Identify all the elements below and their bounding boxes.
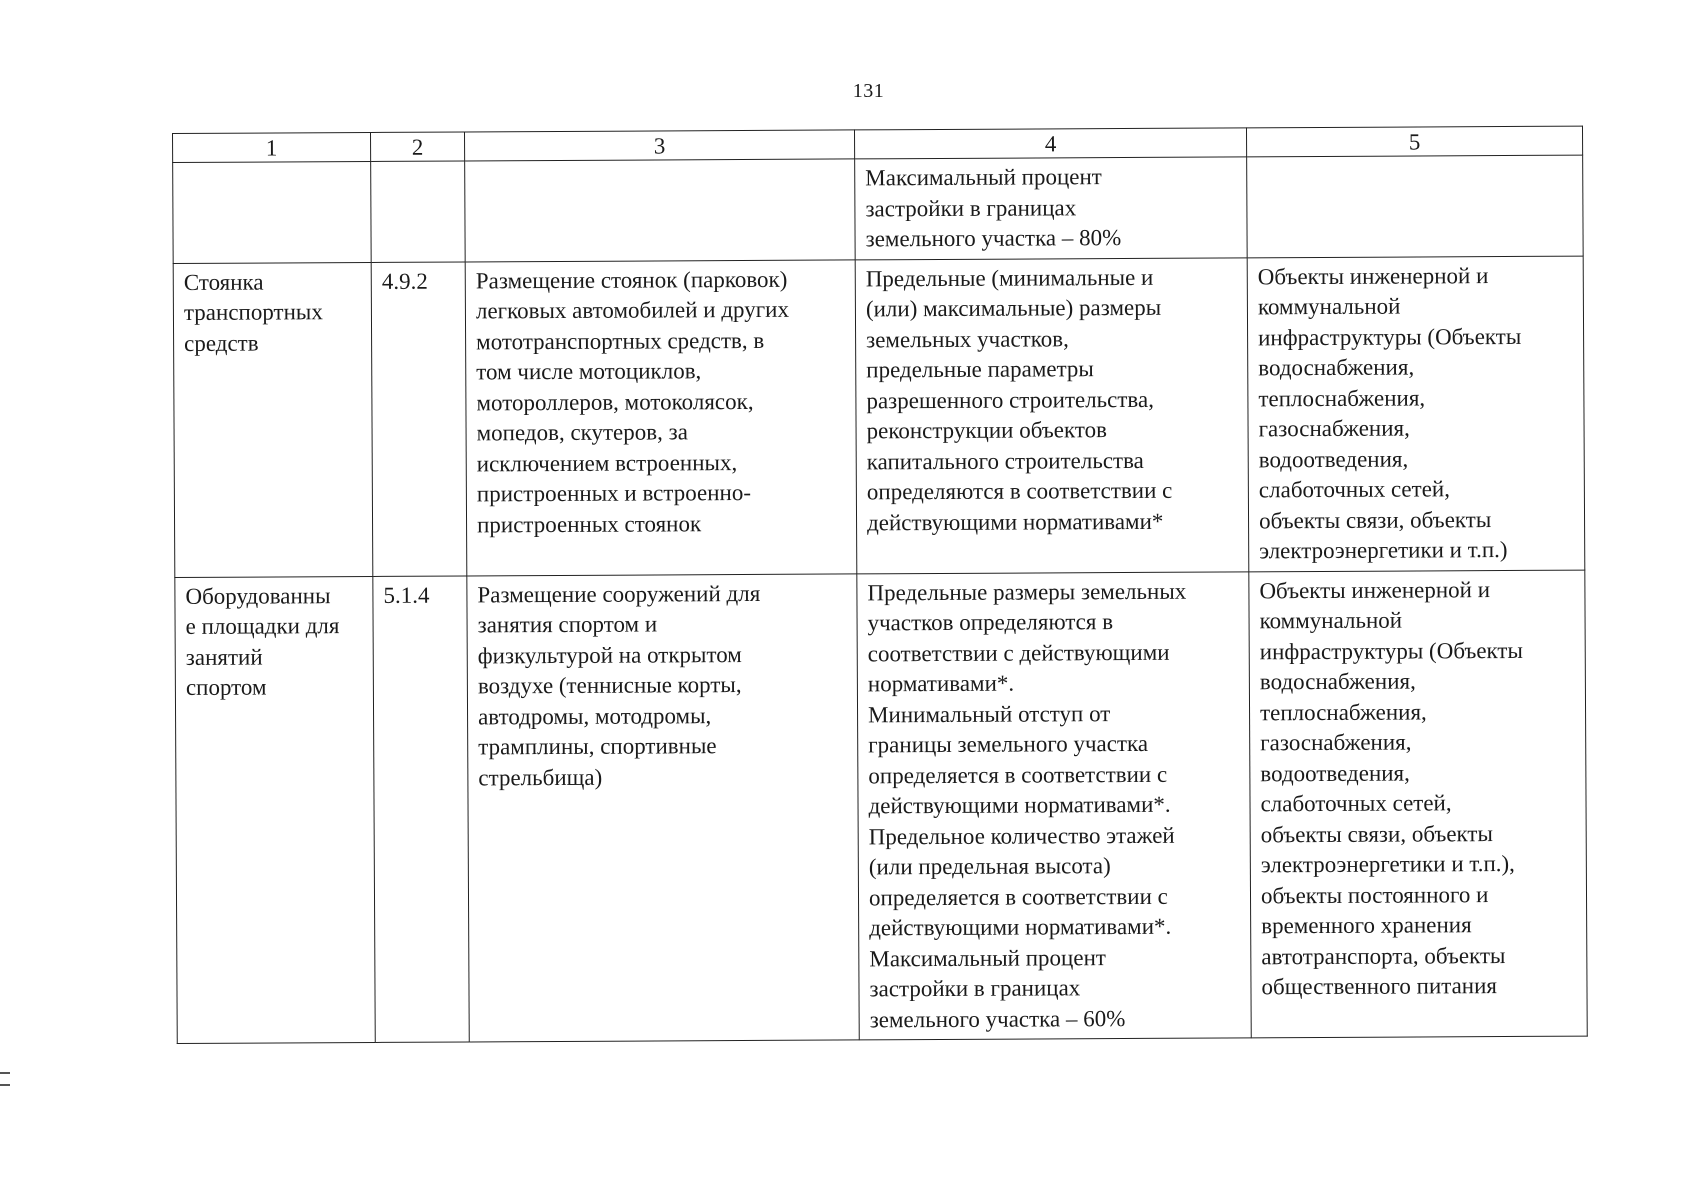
scan-margin-mark <box>0 1072 10 1086</box>
header-cell-4: 4 <box>854 128 1246 159</box>
use-description-cell <box>465 159 856 262</box>
auxiliary-objects-cell <box>1247 155 1584 257</box>
use-code-cell: 4.9.2 <box>371 261 467 575</box>
use-name-cell: Стоянка транспортных средств <box>173 262 373 577</box>
parameters-cell: Предельные размеры земельных участков определяются в соответствии с действующими нормативами*. Минимальный отступ от границы земельного участка определяется в соответствии с действующими нормативами*. Предельное количество этажей (или предельная высота) определяется в соответствии с действующими нормативами*. Максимальный процент застройки в границах земельного участка – 60% <box>857 571 1251 1040</box>
use-name-cell <box>173 161 372 263</box>
use-code-cell <box>371 161 466 262</box>
table-row <box>173 155 1584 263</box>
header-cell-5: 5 <box>1246 126 1582 157</box>
use-name-cell: Оборудованны е площадки для занятий спортом <box>175 576 375 1044</box>
table-row <box>173 256 1585 577</box>
use-code-cell: 5.1.4 <box>373 575 469 1042</box>
use-description-cell: Размещение стоянок (парковок) легковых автомобилей и других мототранспортных средств, в том числе мотоциклов, мотороллеров, мотоколясок, мопедов, скутеров, за исключением встроенных, пристроенных и встроенно- пристроенных стоянок <box>465 259 857 575</box>
table-row <box>175 570 1587 1044</box>
header-cell-1: 1 <box>173 132 371 162</box>
parameters-cell: Максимальный процент застройки в границах земельного участка – 80% <box>855 157 1248 260</box>
auxiliary-objects-cell: Объекты инженерной и коммунальной инфраструктуры (Объекты водоснабжения, теплоснабжения, газоснабжения, водоотведения, слаботочных сетей, объекты связи, объекты электроэнергетики и т.п.), объекты постоянного и временного хранения автотранспорта, объекты общественного питания <box>1249 570 1587 1038</box>
header-cell-2: 2 <box>370 132 464 161</box>
parameters-cell: Предельные (минимальные и (или) максимальные) размеры земельных участков, предельные параметры разрешенного строительства, реконструкции объектов капитального строительства определяются в соответствии с действующими нормативами* <box>855 257 1249 573</box>
auxiliary-objects-cell: Объекты инженерной и коммунальной инфраструктуры (Объекты водоснабжения, теплоснабжения, газоснабжения, водоотведения, слаботочных сетей, объекты связи, объекты электроэнергетики и т.п.) <box>1247 256 1585 572</box>
use-description-cell: Размещение сооружений для занятия спортом и физкультурой на открытом воздухе (теннисные корты, автодромы, мотодромы, трамплины, спортивные стрельбища) <box>467 573 859 1042</box>
zoning-table <box>172 126 1588 1044</box>
header-cell-3: 3 <box>464 130 854 161</box>
page-number: 131 <box>852 80 885 102</box>
